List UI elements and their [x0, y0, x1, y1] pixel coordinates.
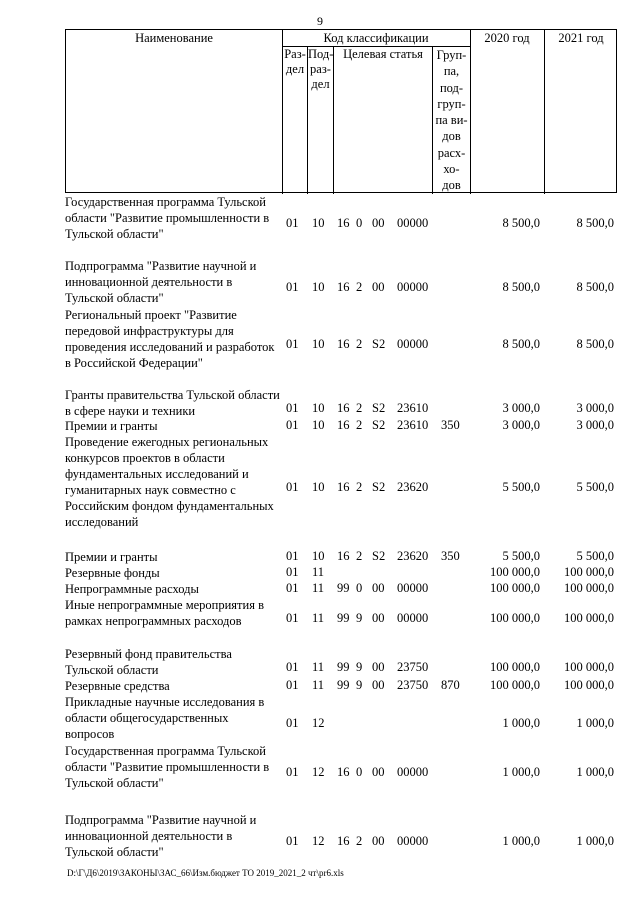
- cell-cs3: 00: [372, 216, 385, 230]
- header-expense-group: Груп- па, под- груп- па ви- дов расх- хо- дов: [435, 48, 468, 193]
- cell-cs1: 16: [337, 480, 350, 494]
- cell-pr: 11: [312, 660, 325, 674]
- cell-cs1: 16: [337, 418, 350, 432]
- cell-pr: 10: [312, 549, 325, 563]
- cell-pr: 12: [312, 765, 325, 779]
- cell-cs1: 99: [337, 678, 350, 692]
- cell-rz: 01: [286, 716, 299, 730]
- header-subsection: Под- раз- дел: [308, 47, 334, 91]
- cell-cs4: 00000: [397, 280, 429, 294]
- cell-cs3: 00: [372, 660, 385, 674]
- cell-y2020: 1 000,0: [502, 834, 540, 848]
- row-name: Резервный фонд правительства Тульской области: [65, 647, 232, 677]
- cell-y2021: 3 000,0: [576, 418, 614, 432]
- cell-cs2: 0: [356, 765, 363, 779]
- cell-pr: 10: [312, 401, 325, 415]
- cell-y2021: 5 500,0: [576, 480, 614, 494]
- cell-cs3: 00: [372, 581, 385, 595]
- cell-rz: 01: [286, 401, 299, 415]
- cell-pr: 11: [312, 611, 325, 625]
- row-name: Подпрограмма "Развитие научной и инновационной деятельности в Тульской области": [65, 259, 257, 305]
- row-name: Подпрограмма "Развитие научной и инновационной деятельности в Тульской области": [65, 813, 257, 859]
- header-code-group: Код классификации: [323, 31, 429, 45]
- cell-cs2: 0: [356, 216, 363, 230]
- cell-cs2: 2: [356, 549, 363, 563]
- cell-y2020: 5 500,0: [502, 549, 540, 563]
- row-name: Резервные фонды: [65, 566, 160, 580]
- cell-rz: 01: [286, 611, 299, 625]
- cell-cs3: 00: [372, 765, 385, 779]
- cell-y2021: 100 000,0: [564, 581, 614, 595]
- cell-rz: 01: [286, 565, 299, 579]
- cell-cs4: 23620: [397, 549, 429, 563]
- cell-cs4: 23750: [397, 678, 429, 692]
- row-name: Резервные средства: [65, 679, 170, 693]
- cell-rz: 01: [286, 216, 299, 230]
- cell-cs1: 16: [337, 216, 350, 230]
- cell-rz: 01: [286, 765, 299, 779]
- header-name: Наименование: [135, 31, 213, 45]
- cell-cs4: 00000: [397, 834, 429, 848]
- cell-cs4: 23750: [397, 660, 429, 674]
- cell-cs2: 0: [356, 581, 363, 595]
- cell-y2020: 8 500,0: [502, 216, 540, 230]
- file-path-footer: D:\Г\Д6\2019\ЗАКОНЫ\ЗАС_66\Изм.бюджет ТО 2019_2021_2 чт\pr6.xls: [67, 868, 344, 878]
- cell-y2021: 8 500,0: [576, 216, 614, 230]
- cell-pr: 10: [312, 480, 325, 494]
- header-year-2021: 2021 год: [558, 31, 604, 45]
- cell-y2021: 3 000,0: [576, 401, 614, 415]
- cell-cs1: 99: [337, 611, 350, 625]
- cell-cs4: 00000: [397, 337, 429, 351]
- cell-rz: 01: [286, 549, 299, 563]
- cell-rz: 01: [286, 678, 299, 692]
- cell-y2020: 1 000,0: [502, 716, 540, 730]
- row-name: Премии и гранты: [65, 550, 158, 564]
- cell-cs3: S2: [372, 480, 386, 494]
- cell-cs3: 00: [372, 280, 385, 294]
- cell-y2020: 8 500,0: [502, 280, 540, 294]
- cell-pr: 12: [312, 834, 325, 848]
- cell-y2020: 100 000,0: [490, 611, 540, 625]
- cell-rz: 01: [286, 280, 299, 294]
- cell-cs4: 23610: [397, 401, 429, 415]
- row-name: Прикладные научные исследования в области общегосударственных вопросов: [65, 695, 265, 741]
- cell-rz: 01: [286, 581, 299, 595]
- cell-pr: 10: [312, 280, 325, 294]
- cell-cs2: 9: [356, 660, 363, 674]
- cell-y2021: 100 000,0: [564, 565, 614, 579]
- cell-cs2: 9: [356, 678, 363, 692]
- row-name: Гранты правительства Тульской области в сфере науки и техники: [65, 388, 280, 418]
- cell-cs2: 9: [356, 611, 363, 625]
- cell-cs3: 00: [372, 678, 385, 692]
- cell-rz: 01: [286, 418, 299, 432]
- cell-vr: 350: [441, 418, 460, 432]
- cell-y2021: 100 000,0: [564, 660, 614, 674]
- cell-y2021: 8 500,0: [576, 337, 614, 351]
- cell-cs1: 99: [337, 660, 350, 674]
- cell-y2021: 8 500,0: [576, 280, 614, 294]
- cell-cs1: 16: [337, 280, 350, 294]
- cell-y2020: 3 000,0: [502, 418, 540, 432]
- cell-cs3: S2: [372, 549, 386, 563]
- cell-cs4: 23620: [397, 480, 429, 494]
- cell-y2020: 100 000,0: [490, 660, 540, 674]
- header-section: Раз- дел: [284, 47, 306, 76]
- cell-y2021: 5 500,0: [576, 549, 614, 563]
- cell-y2020: 100 000,0: [490, 565, 540, 579]
- cell-cs3: 00: [372, 611, 385, 625]
- cell-cs2: 2: [356, 401, 363, 415]
- page-number: 9: [317, 14, 323, 28]
- cell-cs2: 2: [356, 337, 363, 351]
- cell-cs4: 00000: [397, 581, 429, 595]
- cell-y2021: 1 000,0: [576, 716, 614, 730]
- cell-cs4: 23610: [397, 418, 429, 432]
- cell-y2020: 5 500,0: [502, 480, 540, 494]
- row-name: Премии и гранты: [65, 419, 158, 433]
- cell-cs4: 00000: [397, 765, 429, 779]
- row-name: Государственная программа Тульской области "Развитие промышленности в Тульской области": [65, 744, 270, 790]
- table-header: [65, 29, 617, 193]
- row-name: Проведение ежегодных региональных конкурсов проектов в области фундаментальных исследований и гуманитарных наук совместно с Российским фондом фундаментальных исследований: [65, 435, 274, 529]
- cell-y2021: 100 000,0: [564, 678, 614, 692]
- cell-cs1: 16: [337, 834, 350, 848]
- cell-cs1: 16: [337, 337, 350, 351]
- row-name: Государственная программа Тульской области "Развитие промышленности в Тульской области": [65, 195, 270, 241]
- cell-vr: 870: [441, 678, 460, 692]
- cell-y2021: 1 000,0: [576, 834, 614, 848]
- cell-cs2: 2: [356, 418, 363, 432]
- cell-y2020: 8 500,0: [502, 337, 540, 351]
- cell-cs4: 00000: [397, 216, 429, 230]
- cell-y2021: 1 000,0: [576, 765, 614, 779]
- header-target-article: Целевая статья: [343, 47, 423, 61]
- cell-cs1: 99: [337, 581, 350, 595]
- cell-cs1: 16: [337, 765, 350, 779]
- cell-cs1: 16: [337, 401, 350, 415]
- cell-pr: 10: [312, 337, 325, 351]
- cell-pr: 11: [312, 678, 325, 692]
- cell-y2020: 1 000,0: [502, 765, 540, 779]
- cell-y2021: 100 000,0: [564, 611, 614, 625]
- header-year-2020: 2020 год: [484, 31, 530, 45]
- cell-cs2: 2: [356, 480, 363, 494]
- cell-rz: 01: [286, 337, 299, 351]
- cell-y2020: 100 000,0: [490, 581, 540, 595]
- cell-rz: 01: [286, 480, 299, 494]
- row-name: Региональный проект "Развитие передовой инфраструктуры для проведения исследований и разработок в Российской Федерации": [65, 308, 275, 370]
- cell-pr: 10: [312, 216, 325, 230]
- cell-y2020: 3 000,0: [502, 401, 540, 415]
- cell-cs3: S2: [372, 337, 386, 351]
- cell-cs2: 2: [356, 280, 363, 294]
- cell-pr: 12: [312, 716, 325, 730]
- cell-y2020: 100 000,0: [490, 678, 540, 692]
- cell-cs3: S2: [372, 401, 386, 415]
- cell-pr: 11: [312, 581, 325, 595]
- cell-rz: 01: [286, 834, 299, 848]
- row-name: Иные непрограммные мероприятия в рамках непрограммных расходов: [65, 598, 264, 628]
- cell-cs3: S2: [372, 418, 386, 432]
- cell-cs4: 00000: [397, 611, 429, 625]
- cell-rz: 01: [286, 660, 299, 674]
- cell-cs1: 16: [337, 549, 350, 563]
- cell-cs2: 2: [356, 834, 363, 848]
- cell-vr: 350: [441, 549, 460, 563]
- cell-cs3: 00: [372, 834, 385, 848]
- cell-pr: 11: [312, 565, 325, 579]
- row-name: Непрограммные расходы: [65, 582, 199, 596]
- cell-pr: 10: [312, 418, 325, 432]
